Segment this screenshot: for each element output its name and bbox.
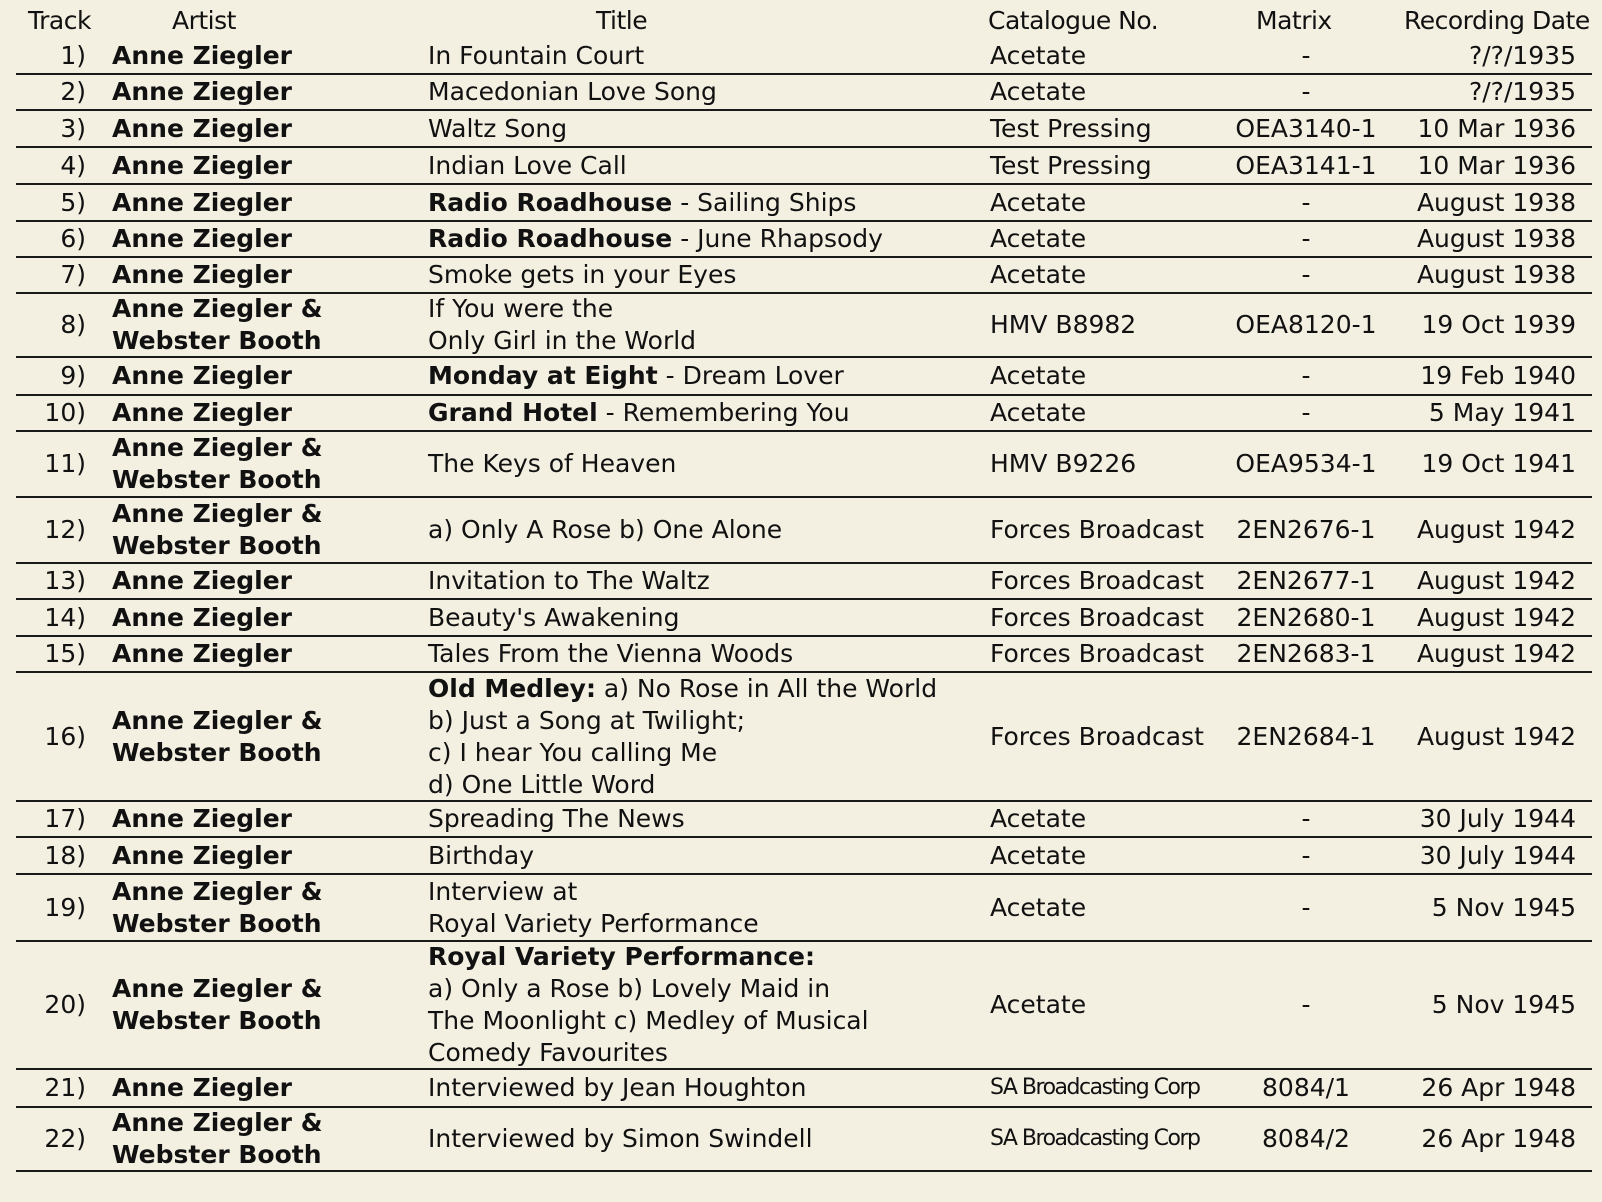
catalogue-number: Test Pressing [990, 150, 1152, 180]
table-row [16, 396, 1592, 432]
title-line [428, 40, 644, 72]
catalogue-number: Acetate [990, 398, 1087, 427]
title-line [428, 293, 613, 325]
artist-name-line: Anne Ziegler & [112, 294, 323, 323]
title-cell [428, 74, 1008, 109]
title-text: b) Just a Song at Twilight; [428, 705, 746, 735]
catalogue-number: Forces Broadcast [990, 639, 1204, 668]
title-cell [428, 875, 1008, 940]
title-line [428, 325, 696, 357]
title-text: - June Rhapsody [672, 224, 883, 253]
recording-date: August 1942 [1416, 721, 1576, 751]
artist-name-line: Anne Ziegler [112, 398, 293, 427]
title-text: Macedonian Love Song [428, 76, 717, 106]
table-row [16, 111, 1592, 148]
table-row [16, 258, 1592, 294]
artist-cell [112, 185, 412, 220]
title-cell [428, 111, 1008, 146]
recording-date: 19 Feb 1940 [1420, 361, 1576, 390]
catalogue-number: SA Broadcasting Corp [990, 1075, 1200, 1100]
artist-name-line: Anne Ziegler & [112, 499, 323, 528]
recording-date: August 1938 [1416, 224, 1576, 253]
title-line [428, 973, 830, 1005]
artist-name-line: Anne Ziegler & [112, 876, 323, 906]
track-number: 4) [60, 150, 86, 180]
header-artist: Artist [172, 5, 236, 35]
title-text: Invitation to The Waltz [428, 566, 710, 595]
title-cell [428, 294, 1008, 356]
title-text: In Fountain Court [428, 40, 645, 70]
title-cell [428, 600, 1008, 635]
title-cell [428, 1108, 1008, 1170]
track-number: 2) [60, 76, 86, 106]
title-line [428, 840, 534, 872]
matrix-number: OEA3141-1 [1235, 150, 1377, 180]
title-cell [428, 148, 1008, 183]
artist-name-line: Anne Ziegler [112, 804, 293, 833]
recording-date: 19 Oct 1939 [1421, 310, 1576, 339]
artist-name-line: Anne Ziegler & [112, 974, 323, 1003]
matrix-number: 2EN2680-1 [1236, 602, 1376, 632]
track-number: 12) [44, 515, 86, 544]
catalogue-number: Acetate [990, 990, 1087, 1019]
recording-date: 30 July 1944 [1419, 840, 1576, 870]
recording-date: 26 Apr 1948 [1421, 1073, 1576, 1102]
matrix-number: - [1301, 187, 1311, 217]
header-track: Track [28, 5, 91, 35]
recording-date: ?/?/1935 [1468, 40, 1576, 70]
title-line [428, 602, 679, 634]
title-text: - Dream Lover [657, 361, 844, 390]
title-text: Indian Love Call [428, 150, 627, 180]
matrix-number: - [1301, 260, 1311, 289]
title-text: a) No Rose in All the World [595, 673, 938, 703]
title-line [428, 1072, 807, 1104]
table-row [16, 1108, 1592, 1172]
title-line [428, 565, 710, 597]
artist-cell [112, 148, 412, 183]
title-cell [428, 358, 1008, 394]
track-number: 7) [60, 260, 86, 289]
artist-cell [112, 498, 412, 562]
track-number: 18) [44, 840, 86, 870]
table-row [16, 802, 1592, 838]
table-row [16, 875, 1592, 942]
title-cell [428, 38, 1008, 73]
title-text: Beauty's Awakening [428, 602, 680, 632]
artist-cell [112, 1108, 412, 1170]
table-row [16, 600, 1592, 637]
track-number: 11) [44, 449, 86, 478]
table-row [16, 498, 1592, 564]
title-text: Royal Variety Performance [428, 908, 759, 938]
matrix-number: - [1301, 398, 1311, 427]
artist-cell [112, 1070, 412, 1106]
catalogue-number: Acetate [990, 187, 1087, 217]
title-text: Smoke gets in your Eyes [428, 260, 737, 289]
title-bold-prefix: Radio Roadhouse [428, 187, 673, 217]
matrix-number: - [1301, 990, 1311, 1019]
title-line [428, 638, 793, 670]
title-line [428, 737, 717, 769]
table-row [16, 838, 1592, 875]
title-line [428, 941, 815, 973]
table-row [16, 358, 1592, 396]
recording-date: 5 May 1941 [1428, 398, 1576, 427]
title-line [428, 908, 759, 940]
track-number: 9) [60, 361, 86, 390]
track-number: 5) [60, 187, 86, 217]
artist-cell [112, 673, 412, 800]
artist-name-line: Anne Ziegler [112, 76, 293, 106]
matrix-number: 2EN2677-1 [1236, 566, 1376, 595]
track-number: 10) [44, 398, 86, 427]
title-cell [428, 564, 1008, 598]
artist-name-line: Anne Ziegler & [112, 1108, 323, 1137]
header-title: Title [596, 5, 648, 35]
matrix-number: OEA9534-1 [1235, 449, 1377, 478]
title-text: d) One Little Word [428, 769, 656, 799]
track-number: 17) [44, 804, 86, 833]
track-number: 6) [60, 224, 86, 253]
title-text: The Keys of Heaven [428, 449, 677, 478]
catalogue-number: Test Pressing [990, 113, 1152, 143]
artist-cell [112, 111, 412, 146]
title-cell [428, 838, 1008, 873]
title-bold-prefix: Radio Roadhouse [428, 224, 673, 253]
title-line [428, 259, 736, 291]
artist-name-line: Anne Ziegler [112, 566, 293, 595]
recording-date: August 1942 [1416, 602, 1576, 632]
artist-cell [112, 637, 412, 671]
title-line [428, 360, 844, 392]
title-text: Interviewed by Simon Swindell [428, 1124, 813, 1153]
title-line [428, 1037, 668, 1069]
title-bold-prefix: Monday at Eight [428, 361, 658, 390]
track-number: 16) [44, 721, 86, 751]
title-text: a) Only a Rose b) Lovely Maid in [428, 974, 831, 1003]
matrix-number: 8084/2 [1262, 1124, 1350, 1153]
recording-date: 30 July 1944 [1419, 804, 1576, 833]
table-row [16, 942, 1592, 1070]
catalogue-number: Forces Broadcast [990, 721, 1204, 751]
recording-date: 10 Mar 1936 [1417, 150, 1576, 180]
title-cell [428, 258, 1008, 292]
catalogue-number: Acetate [990, 260, 1087, 289]
artist-cell [112, 38, 412, 73]
matrix-number: - [1301, 892, 1311, 922]
artist-cell [112, 942, 412, 1068]
title-text: Birthday [428, 840, 535, 870]
title-cell [428, 673, 1008, 800]
artist-name-line: Anne Ziegler [112, 260, 293, 289]
title-cell [428, 802, 1008, 836]
track-number: 20) [44, 990, 86, 1019]
matrix-number: OEA8120-1 [1235, 310, 1377, 339]
header-catalogue: Catalogue No. [988, 5, 1159, 35]
title-cell [428, 942, 1008, 1068]
matrix-number: - [1301, 361, 1311, 390]
catalogue-number: Acetate [990, 804, 1087, 833]
title-bold-prefix: Royal Variety Performance: [428, 942, 815, 971]
title-line [428, 150, 627, 182]
track-number: 8) [60, 310, 86, 339]
track-number: 15) [44, 639, 86, 668]
artist-cell [112, 358, 412, 394]
artist-name-line: Webster Booth [112, 326, 322, 355]
title-line [428, 76, 717, 108]
title-cell [428, 185, 1008, 220]
artist-name-line: Webster Booth [112, 908, 322, 938]
title-bold-prefix: Grand Hotel [428, 398, 598, 427]
matrix-number: - [1301, 40, 1311, 70]
title-text: Spreading The News [428, 804, 685, 833]
title-line [428, 673, 937, 705]
catalogue-number: HMV B8982 [990, 310, 1137, 339]
title-line [428, 803, 685, 835]
title-text: c) I hear You calling Me [428, 737, 718, 767]
title-line [428, 769, 655, 801]
title-text: Interview at [428, 876, 578, 906]
table-row [16, 1070, 1592, 1108]
artist-name-line: Webster Booth [112, 737, 322, 767]
artist-name-line: Webster Booth [112, 1006, 322, 1035]
artist-name-line: Anne Ziegler [112, 40, 293, 70]
recording-date: August 1942 [1416, 515, 1576, 544]
table-row [16, 148, 1592, 185]
table-row [16, 432, 1592, 498]
table-row [16, 637, 1592, 673]
artist-name-line: Webster Booth [112, 465, 322, 494]
catalogue-number: Forces Broadcast [990, 566, 1204, 595]
artist-name-line: Anne Ziegler [112, 602, 293, 632]
track-number: 13) [44, 566, 86, 595]
track-number: 22) [44, 1124, 86, 1153]
artist-cell [112, 875, 412, 940]
table-row [16, 74, 1592, 111]
table-row [16, 294, 1592, 358]
matrix-number: 2EN2684-1 [1236, 721, 1376, 751]
artist-cell [112, 564, 412, 598]
title-text: The Moonlight c) Medley of Musical [428, 1006, 869, 1035]
catalogue-number: Forces Broadcast [990, 602, 1204, 632]
header-recording-date: Recording Date [1404, 5, 1590, 35]
title-text: Waltz Song [428, 113, 568, 143]
table-row [16, 38, 1592, 75]
title-line [428, 514, 782, 546]
title-cell [428, 222, 1008, 256]
recording-date: 19 Oct 1941 [1421, 449, 1576, 478]
table-row [16, 222, 1592, 258]
title-line [428, 223, 883, 255]
matrix-number: - [1301, 840, 1311, 870]
matrix-number: - [1301, 76, 1311, 106]
artist-cell [112, 222, 412, 256]
artist-name-line: Anne Ziegler [112, 187, 293, 217]
track-number: 21) [44, 1073, 86, 1102]
artist-name-line: Anne Ziegler [112, 224, 293, 253]
title-text: - Sailing Ships [672, 187, 857, 217]
artist-name-line: Anne Ziegler [112, 840, 293, 870]
artist-name-line: Anne Ziegler [112, 639, 293, 668]
artist-name-line: Anne Ziegler & [112, 433, 323, 462]
title-line [428, 1005, 869, 1037]
title-text: Only Girl in the World [428, 326, 697, 355]
recording-date: 5 Nov 1945 [1431, 990, 1576, 1019]
title-text: If You were the [428, 294, 614, 323]
recording-date: 26 Apr 1948 [1421, 1124, 1576, 1153]
track-number: 19) [44, 892, 86, 922]
artist-name-line: Anne Ziegler [112, 150, 293, 180]
recording-date: 10 Mar 1936 [1417, 113, 1576, 143]
title-line [428, 113, 567, 145]
recording-date: August 1942 [1416, 566, 1576, 595]
artist-cell [112, 838, 412, 873]
title-cell [428, 432, 1008, 496]
matrix-number: 8084/1 [1262, 1073, 1350, 1102]
artist-cell [112, 258, 412, 292]
recording-date: August 1938 [1416, 187, 1576, 217]
matrix-number: OEA3140-1 [1235, 113, 1377, 143]
table-row [16, 564, 1592, 600]
title-line [428, 876, 577, 908]
matrix-number: 2EN2676-1 [1236, 515, 1376, 544]
catalogue-number: Acetate [990, 76, 1087, 106]
track-number: 3) [60, 113, 86, 143]
artist-cell [112, 600, 412, 635]
catalogue-number: Acetate [990, 361, 1087, 390]
title-cell [428, 1070, 1008, 1106]
artist-cell [112, 802, 412, 836]
recording-date: 5 Nov 1945 [1431, 892, 1576, 922]
title-text: Tales From the Vienna Woods [428, 639, 794, 668]
recording-date: August 1938 [1416, 260, 1576, 289]
recording-date: August 1942 [1416, 639, 1576, 668]
matrix-number: - [1301, 804, 1311, 833]
matrix-number: - [1301, 224, 1311, 253]
table-row [16, 185, 1592, 222]
title-bold-prefix: Old Medley: [428, 673, 596, 703]
title-text: Comedy Favourites [428, 1038, 668, 1067]
catalogue-number: Acetate [990, 40, 1087, 70]
track-number: 14) [44, 602, 86, 632]
artist-name-line: Webster Booth [112, 531, 322, 560]
title-text: Interviewed by Jean Houghton [428, 1073, 807, 1102]
catalogue-number: Acetate [990, 224, 1087, 253]
matrix-number: 2EN2683-1 [1236, 639, 1376, 668]
title-line [428, 705, 745, 737]
title-line [428, 1123, 813, 1155]
artist-cell [112, 432, 412, 496]
title-cell [428, 498, 1008, 562]
artist-name-line: Anne Ziegler [112, 113, 293, 143]
title-text: a) Only A Rose b) One Alone [428, 515, 783, 544]
artist-cell [112, 74, 412, 109]
catalogue-number: Forces Broadcast [990, 515, 1204, 544]
recording-date: ?/?/1935 [1468, 76, 1576, 106]
catalogue-number: Acetate [990, 892, 1087, 922]
catalogue-number: SA Broadcasting Corp [990, 1126, 1200, 1151]
artist-cell [112, 396, 412, 430]
catalogue-number: HMV B9226 [990, 449, 1137, 478]
title-text: - Remembering You [597, 398, 850, 427]
catalogue-number: Acetate [990, 840, 1087, 870]
table-row [16, 673, 1592, 802]
title-cell [428, 637, 1008, 671]
title-line [428, 397, 850, 429]
track-number: 1) [60, 40, 86, 70]
artist-name-line: Anne Ziegler & [112, 705, 323, 735]
title-line [428, 448, 676, 480]
artist-name-line: Anne Ziegler [112, 361, 293, 390]
title-line [428, 187, 856, 219]
title-cell [428, 396, 1008, 430]
artist-cell [112, 294, 412, 356]
artist-name-line: Webster Booth [112, 1140, 322, 1169]
header-matrix: Matrix [1256, 5, 1332, 35]
artist-name-line: Anne Ziegler [112, 1073, 293, 1102]
